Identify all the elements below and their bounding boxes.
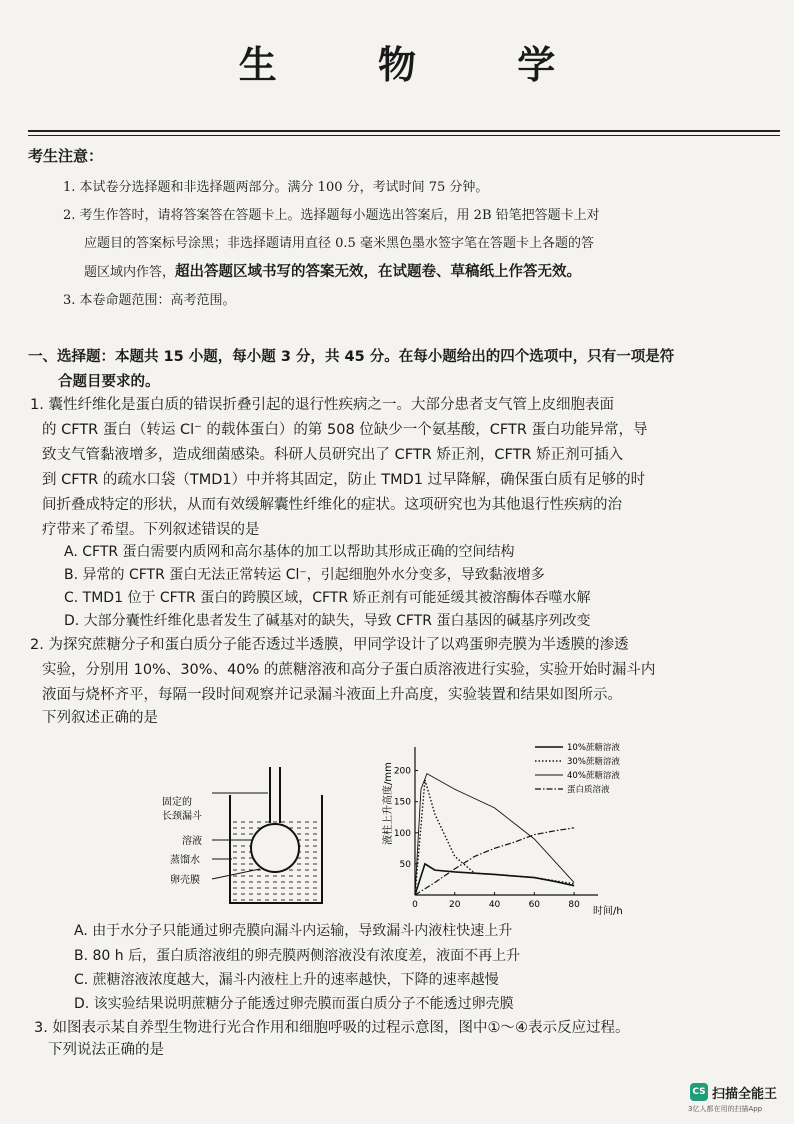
chart-x-label: 时间/h [593, 906, 623, 917]
q1-text: 的 CFTR 蛋白（转运 Cl⁻ 的载体蛋白）的第 508 位缺少一个氨基酸，CFTR 蛋白功能异常，导 [42, 422, 648, 438]
q2-option-b: B. 80 h 后，蛋白质溶液组的卵壳膜两侧溶液没有浓度差，液面不再上升 [74, 948, 521, 964]
osmosis-line-chart [375, 735, 635, 920]
q2-option-a: A. 由于水分子只能通过卵壳膜向漏斗内运输，导致漏斗内液柱快速上升 [74, 923, 513, 939]
header-rule-thin [28, 135, 780, 136]
camscanner-logo-icon: CS [690, 1083, 708, 1101]
label-membrane: 卵壳膜 [170, 875, 200, 886]
q1-option-b: B. 异常的 CFTR 蛋白无法正常转运 Cl⁻，引起细胞外水分变多，导致黏液增多 [64, 567, 545, 583]
q2-text: 实验，分别用 10%、30%、40% 的蔗糖溶液和高分子蛋白质溶液进行实验，实验开始时漏斗内 [42, 662, 656, 678]
chart-x-tick-label: 20 [449, 900, 461, 910]
osmosis-apparatus-diagram [160, 765, 330, 915]
q2-option-d: D. 该实验结果说明蔗糖分子能透过卵壳膜而蛋白质分子不能透过卵壳膜 [74, 996, 514, 1012]
q1-text: 1. 囊性纤维化是蛋白质的错误折叠引起的退行性疾病之一。大部分患者支气管上皮细胞表面 [30, 397, 614, 413]
q2-text: 液面与烧杯齐平，每隔一段时间观察并记录漏斗液面上升高度，实验装置和结果如图所示。 [42, 687, 622, 703]
label-solution: 溶液 [182, 836, 202, 847]
label-water: 蒸馏水 [170, 855, 200, 866]
notice-item: 应题目的答案标号涂黑；非选择题请用直径 0.5 毫米黑色墨水签字笔在答题卡上各题的答 [84, 236, 594, 251]
chart-legend-label: 30%蔗糖溶液 [567, 757, 620, 767]
q1-option-c: C. TMD1 位于 CFTR 蛋白的跨膜区域，CFTR 矫正剂有可能延缓其被溶酶体吞噬水解 [64, 590, 591, 606]
q3-text: 下列说法正确的是 [48, 1042, 164, 1058]
q1-text: 间折叠成特定的形状，从而有效缓解囊性纤维化的症状。这项研究也为其他退行性疾病的治 [42, 497, 622, 513]
q1-text: 疗带来了希望。下列叙述错误的是 [42, 522, 260, 538]
chart-series-line [415, 774, 574, 895]
header-rule [28, 130, 780, 132]
notice-item: 1. 本试卷分选择题和非选择题两部分。满分 100 分，考试时间 75 分钟。 [63, 180, 489, 195]
section-heading: 一、选择题：本题共 15 小题，每小题 3 分，共 45 分。在每小题给出的四个选项中，只有一项是符 [28, 349, 675, 365]
chart-legend-label: 蛋白质溶液 [567, 785, 610, 795]
chart-y-tick-label: 50 [399, 859, 411, 870]
label-funnel: 长颈漏斗 [162, 811, 202, 822]
eggshell-membrane [251, 824, 299, 872]
chart-x-tick-label: 40 [488, 900, 501, 910]
notice-item-text: 题区域内作答， [84, 265, 176, 280]
footer-app-name: 扫描全能王 [712, 1087, 778, 1102]
chart-y-tick-label: 150 [393, 797, 411, 808]
chart-legend-label: 40%蔗糖溶液 [567, 771, 620, 781]
section-heading-cont: 合题目要求的。 [58, 374, 160, 390]
chart-x-tick-label: 60 [528, 900, 541, 910]
notice-item: 2. 考生作答时，请将答案答在答题卡上。选择题每小题选出答案后，用 2B 铅笔把答题卡上对 [63, 208, 600, 223]
notice-item: 3. 本卷命题范围：高考范围。 [63, 293, 236, 308]
q1-text: 到 CFTR 的疏水口袋（TMD1）中并将其固定，防止 TMD1 过早降解，确保蛋白质有足够的时 [42, 472, 646, 488]
chart-legend-label: 10%蔗糖溶液 [567, 743, 620, 753]
chart-x-tick-label: 0 [412, 900, 418, 910]
notice-heading: 考生注意： [28, 147, 104, 165]
q1-option-d: D. 大部分囊性纤维化患者发生了碱基对的缺失，导致 CFTR 蛋白基因的碱基序列改变 [64, 613, 591, 629]
chart-y-tick-label: 100 [393, 828, 411, 839]
q2-option-c: C. 蔗糖溶液浓度越大，漏斗内液柱上升的速率越快，下降的速率越慢 [74, 972, 499, 988]
footer-tagline: 3亿人都在用的扫描App [688, 1105, 763, 1113]
chart-series-line [415, 780, 574, 895]
label-fixed: 固定的 [162, 797, 192, 808]
q2-text: 下列叙述正确的是 [42, 710, 158, 726]
q1-option-a: A. CFTR 蛋白需要内质网和高尔基体的加工以帮助其形成正确的空间结构 [64, 544, 515, 560]
chart-y-tick-label: 200 [393, 766, 411, 777]
notice-item [84, 260, 581, 281]
chart-x-tick-label: 80 [568, 900, 580, 910]
q1-text: 致支气管黏液增多，造成细菌感染。科研人员研究出了 CFTR 矫正剂，CFTR 矫正剂可插入 [42, 447, 624, 463]
q3-text: 3. 如图表示某自养型生物进行光合作用和细胞呼吸的过程示意图，图中①～④表示反应过程。 [34, 1020, 630, 1036]
q2-text: 2. 为探究蔗糖分子和蛋白质分子能否透过半透膜，甲同学设计了以鸡蛋卵壳膜为半透膜的渗透 [30, 637, 629, 653]
chart-series-line [415, 828, 574, 895]
chart-y-label: 液柱上升高度/mm [383, 762, 394, 845]
notice-emphasis: 超出答题区域书写的答案无效，在试题卷、草稿纸上作答无效。 [175, 264, 582, 280]
page-title: 生 物 学 [238, 42, 600, 87]
